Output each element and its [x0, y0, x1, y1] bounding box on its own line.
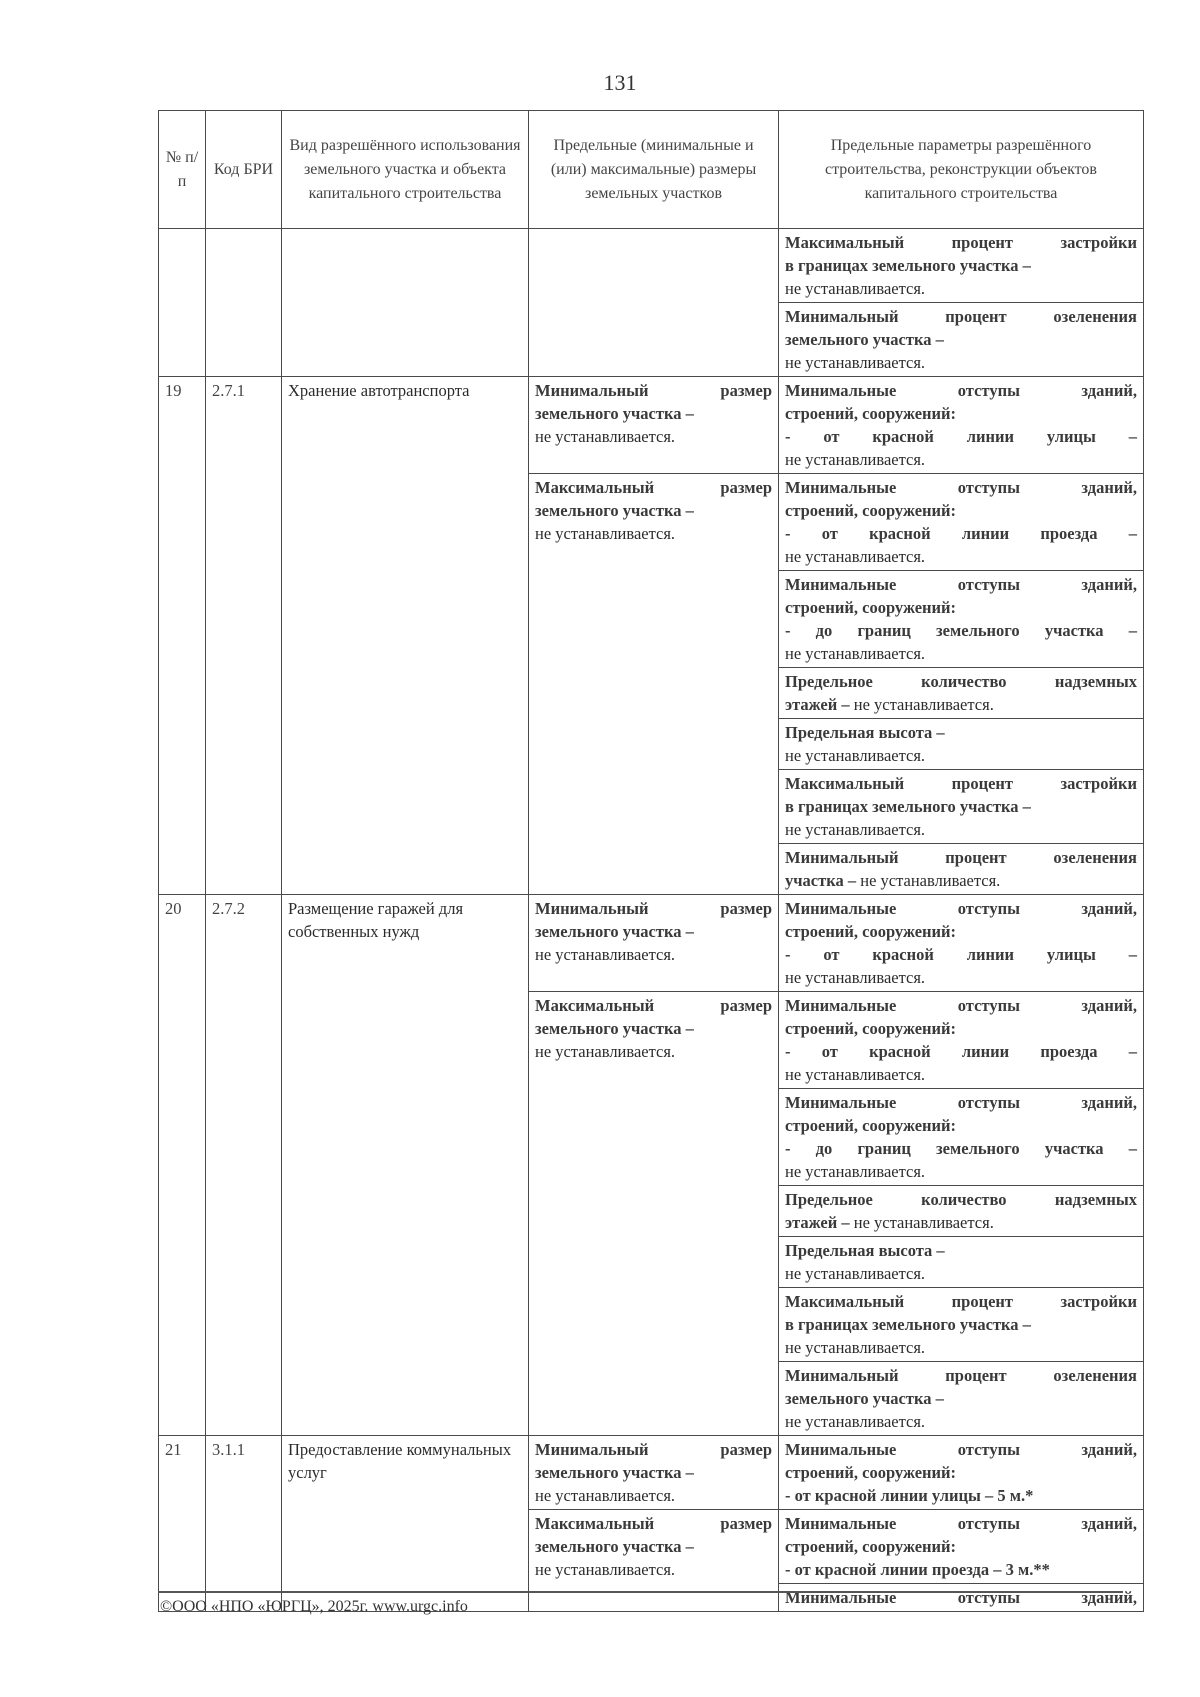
header-code: Код БРИ — [206, 111, 282, 229]
param-cell: Минимальный процент озеленения земельного участка – не устанавливается. — [779, 1362, 1144, 1436]
cont-num-cell — [159, 229, 206, 377]
param-cell: Минимальный процент озеленения земельного участка – не устанавливается. — [779, 303, 1144, 377]
param-cell: Минимальные отступы зданий, строений, сооружений: - от красной линии улицы – не устанавливается. — [779, 377, 1144, 474]
param-cell: Максимальный процент застройки в границах земельного участка – не устанавливается. — [779, 229, 1144, 303]
row-use-name: Хранение автотранспорта — [282, 377, 529, 895]
table-row-20 — [159, 895, 1144, 992]
cont-code-cell — [206, 229, 282, 377]
row-number: 21 — [159, 1436, 206, 1612]
param-cell: Минимальные отступы зданий, строений, сооружений: - от красной линии улицы – 5 м.* — [779, 1436, 1144, 1510]
min-size-cell: Минимальный размер земельного участка – не устанавливается. — [529, 377, 779, 474]
param-cell: Предельная высота – не устанавливается. — [779, 1237, 1144, 1288]
row-code: 2.7.1 — [206, 377, 282, 895]
param-cell: Минимальные отступы зданий, строений, сооружений: - до границ земельного участка – не устанавливается. — [779, 571, 1144, 668]
param-cell: Минимальные отступы зданий, — [779, 1584, 1144, 1612]
row-number: 20 — [159, 895, 206, 1436]
max-size-cell: Максимальный размер земельного участка – не устанавливается. — [529, 474, 779, 895]
table-row-continuation — [159, 229, 1144, 303]
param-cell: Минимальные отступы зданий, строений, сооружений: - от красной линии улицы – не устанавливается. — [779, 895, 1144, 992]
page-number: 131 — [603, 70, 637, 95]
row-code: 2.7.2 — [206, 895, 282, 1436]
zoning-parameters-table — [158, 110, 1144, 1612]
footer-copyright: ©ООО «НПО «ЮРГЦ», 2025г. www.urgc.info — [160, 1598, 468, 1615]
max-size-cell: Максимальный размер земельного участка – не устанавливается. — [529, 992, 779, 1436]
param-cell: Минимальные отступы зданий, строений, сооружений: - до границ земельного участка – не устанавливается. — [779, 1089, 1144, 1186]
param-cell: Максимальный процент застройки в границах земельного участка – не устанавливается. — [779, 1288, 1144, 1362]
cont-use-cell — [282, 229, 529, 377]
row-number: 19 — [159, 377, 206, 895]
param-cell: Минимальные отступы зданий, строений, сооружений: - от красной линии проезда – 3 м.** — [779, 1510, 1144, 1584]
param-cell: Минимальные отступы зданий, строений, сооружений: - от красной линии проезда – не устанавливается. — [779, 992, 1144, 1089]
param-cell: Предельное количество надземных этажей – не устанавливается. — [779, 1186, 1144, 1237]
table-row-21 — [159, 1436, 1144, 1510]
header-num: № п/п — [159, 111, 206, 229]
param-cell: Максимальный процент застройки в границах земельного участка – не устанавливается. — [779, 770, 1144, 844]
row-use-name: Предоставление коммунальных услуг — [282, 1436, 529, 1612]
header-size: Предельные (минимальные и (или) максимальные) размеры земельных участков — [529, 111, 779, 229]
cont-size-cell — [529, 229, 779, 377]
max-size-cell: Максимальный размер земельного участка – не устанавливается. — [529, 1510, 779, 1612]
param-cell: Предельное количество надземных этажей – не устанавливается. — [779, 668, 1144, 719]
table-header-row — [159, 111, 1144, 229]
min-size-cell: Минимальный размер земельного участка – не устанавливается. — [529, 895, 779, 992]
min-size-cell: Минимальный размер земельного участка – не устанавливается. — [529, 1436, 779, 1510]
footer-divider — [158, 1591, 1123, 1593]
table-row-19 — [159, 377, 1144, 474]
header-params: Предельные параметры разрешённого строительства, реконструкции объектов капитального строительства — [779, 111, 1144, 229]
param-cell: Предельная высота – не устанавливается. — [779, 719, 1144, 770]
param-cell: Минимальные отступы зданий, строений, сооружений: - от красной линии проезда – не устанавливается. — [779, 474, 1144, 571]
param-cell: Минимальный процент озеленения участка – не устанавливается. — [779, 844, 1144, 895]
row-use-name: Размещение гаражей для собственных нужд — [282, 895, 529, 1436]
header-use: Вид разрешённого использования земельного участка и объекта капитального строительства — [282, 111, 529, 229]
row-code: 3.1.1 — [206, 1436, 282, 1612]
